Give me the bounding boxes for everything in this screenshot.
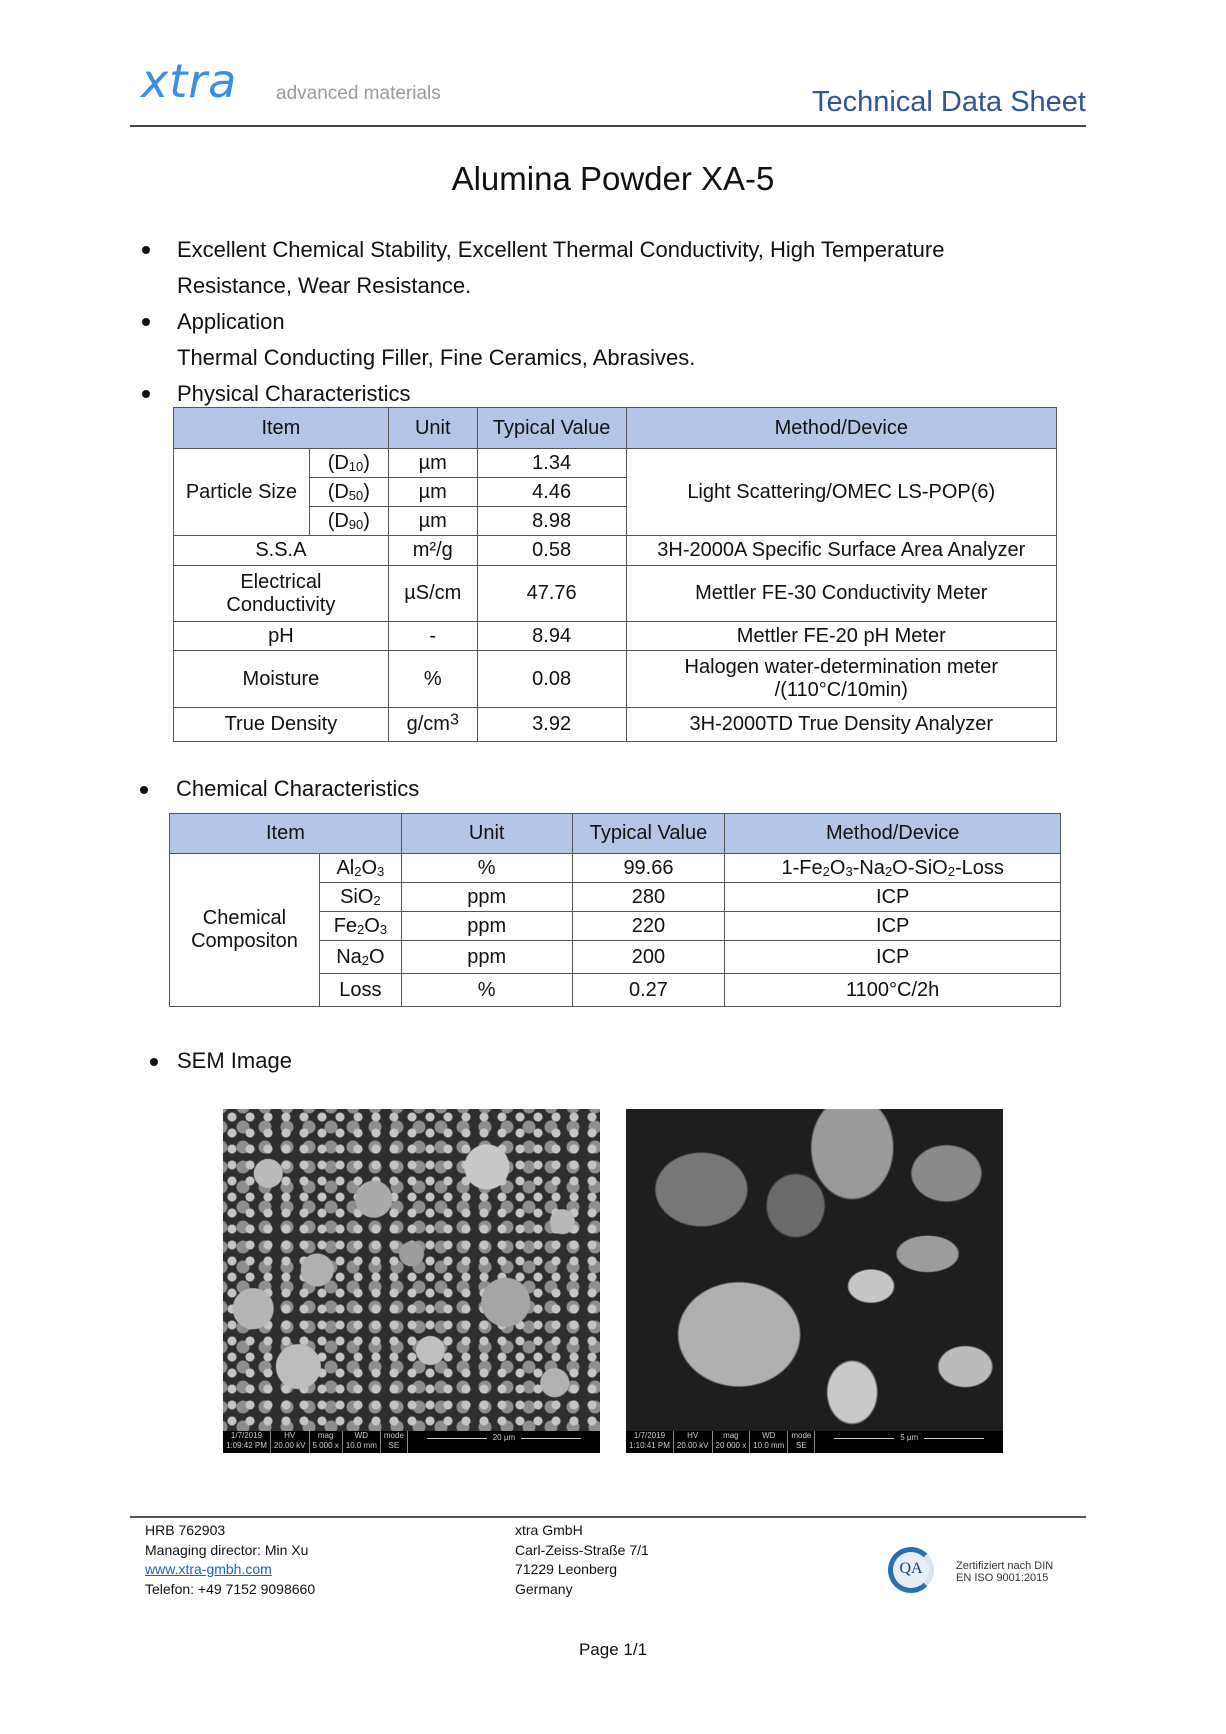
- d10-unit: µm: [388, 449, 477, 478]
- bullet-icon: [142, 318, 150, 326]
- document-type-heading: Technical Data Sheet: [811, 86, 1086, 118]
- al2o3-value: 99.66: [572, 854, 725, 883]
- loss-value: 0.27: [572, 974, 725, 1007]
- conductivity-label: Electrical Conductivity: [174, 566, 389, 622]
- al2o3-unit: %: [401, 854, 572, 883]
- header-method: Method/Device: [626, 408, 1056, 449]
- d50-unit: µm: [388, 478, 477, 507]
- loss-label: Loss: [319, 974, 401, 1007]
- al2o3-label: $Al_2O_3$: [319, 854, 401, 883]
- d90-unit: µm: [388, 507, 477, 536]
- sio2-value: 280: [572, 883, 725, 912]
- sem-info-bar: 1/7/2019 1:10:41 PM HV 20.00 kV mag 20 000 x WD 10.0 mm mode SE 5 µm: [626, 1431, 1003, 1453]
- table-row: [174, 449, 1057, 478]
- bullet-icon: [150, 1058, 158, 1066]
- density-method: 3H-2000TD True Density Analyzer: [626, 708, 1056, 742]
- xtra-logo: xtra: [141, 54, 238, 108]
- table-row: [170, 854, 1061, 883]
- particle-size-method: Light Scattering/OMEC LS-POP(6): [626, 449, 1056, 536]
- sem-section-label: SEM Image: [177, 1048, 292, 1073]
- conductivity-value: 47.76: [477, 566, 626, 622]
- header-item: Item: [174, 408, 389, 449]
- sio2-label: SiO$_2$: [319, 883, 401, 912]
- bullet-text: Resistance, Wear Resistance.: [177, 273, 472, 298]
- loss-method: 1100°C/2h: [725, 974, 1061, 1007]
- al2o3-method: $1-Fe_2O_3-Na_2O-SiO_2$-Loss: [725, 854, 1061, 883]
- header-method: Method/Device: [725, 814, 1061, 854]
- particle-size-label: Particle Size: [174, 449, 310, 536]
- sem-texture: [223, 1109, 600, 1431]
- registration-number: HRB 762903: [145, 1522, 226, 1538]
- chemical-section-label: Chemical Characteristics: [176, 776, 420, 801]
- footer-company-info: [145, 1521, 315, 1599]
- country: Germany: [515, 1580, 573, 1597]
- d10-label: $(D_{10})$: [309, 449, 388, 478]
- scale-bar: 5 µm: [815, 1431, 1003, 1453]
- table-row: [174, 651, 1057, 708]
- table-row: [174, 708, 1057, 742]
- website-link[interactable]: www.xtra-gmbh.com: [145, 1561, 272, 1577]
- table-row: [174, 566, 1057, 622]
- fe2o3-value: 220: [572, 912, 725, 941]
- chemical-composition-label: Chemical Compositon: [170, 854, 320, 1007]
- sio2-unit: ppm: [401, 883, 572, 912]
- moisture-method: Halogen water-determination meter /(110°C/10min): [626, 651, 1056, 708]
- bullet-icon: [142, 390, 150, 398]
- ssa-value: 0.58: [477, 536, 626, 566]
- ssa-label: S.S.A: [174, 536, 389, 566]
- table-header-row: [170, 814, 1061, 854]
- page-number: Page 1/1: [578, 1640, 648, 1659]
- na2o-unit: ppm: [401, 941, 572, 974]
- page-title: Alumina Powder XA-5: [451, 160, 775, 197]
- conductivity-unit: µS/cm: [388, 566, 477, 622]
- fe2o3-label: $Fe_2O_3$: [319, 912, 401, 941]
- density-value: 3.92: [477, 708, 626, 742]
- company-name: xtra GmbH: [515, 1522, 583, 1538]
- fe2o3-method: ICP: [725, 912, 1061, 941]
- moisture-value: 0.08: [477, 651, 626, 708]
- sem-image-20000x: [626, 1109, 1003, 1453]
- table-row: [174, 536, 1057, 566]
- header-rule: [130, 125, 1086, 127]
- logo-tagline: advanced materials: [276, 83, 441, 104]
- table-header-row: [174, 408, 1057, 449]
- bullet-text: Physical Characteristics: [177, 381, 411, 406]
- density-label: True Density: [174, 708, 389, 742]
- d90-value: 8.98: [477, 507, 626, 536]
- phone-number: Telefon: +49 7152 9098660: [145, 1580, 316, 1597]
- chemical-characteristics-table: [169, 813, 1061, 1007]
- na2o-method: ICP: [725, 941, 1061, 974]
- loss-unit: %: [401, 974, 572, 1007]
- sem-info-bar: 1/7/2019 1:09:42 PM HV 20.00 kV mag 5 000 x WD 10.0 mm mode SE 20 µm: [223, 1431, 600, 1453]
- na2o-value: 200: [572, 941, 725, 974]
- header-unit: Unit: [388, 408, 477, 449]
- density-unit: $g/cm^3$: [388, 708, 477, 742]
- sem-image-5000x: [223, 1109, 600, 1453]
- qa-certification-icon: QA: [888, 1547, 934, 1593]
- bullet-icon: [142, 246, 150, 254]
- header-unit: Unit: [401, 814, 572, 854]
- footer-address: [515, 1521, 649, 1599]
- physical-characteristics-table: [173, 407, 1057, 742]
- table-row: [174, 622, 1057, 651]
- bullet-text: Excellent Chemical Stability, Excellent Thermal Conductivity, High Temperature: [177, 237, 945, 262]
- managing-director: Managing director: Min Xu: [145, 1541, 309, 1558]
- footer-rule: [130, 1516, 1086, 1518]
- bullet-text: Thermal Conducting Filler, Fine Ceramics, Abrasives.: [177, 345, 696, 370]
- d90-label: $(D_{90})$: [309, 507, 388, 536]
- moisture-unit: %: [388, 651, 477, 708]
- scale-bar: 20 µm: [408, 1431, 600, 1453]
- city: 71229 Leonberg: [515, 1561, 617, 1577]
- fe2o3-unit: ppm: [401, 912, 572, 941]
- bullet-text: Application: [177, 309, 285, 334]
- ssa-method: 3H-2000A Specific Surface Area Analyzer: [626, 536, 1056, 566]
- moisture-label: Moisture: [174, 651, 389, 708]
- header-typical-value: Typical Value: [477, 408, 626, 449]
- street: Carl-Zeiss-Straße 7/1: [515, 1541, 649, 1558]
- header-item: Item: [170, 814, 402, 854]
- ph-method: Mettler FE-20 pH Meter: [626, 622, 1056, 651]
- header-typical-value: Typical Value: [572, 814, 725, 854]
- ssa-unit: m²/g: [388, 536, 477, 566]
- d50-label: $(D_{50})$: [309, 478, 388, 507]
- ph-label: pH: [174, 622, 389, 651]
- na2o-label: $Na_2O$: [319, 941, 401, 974]
- ph-value: 8.94: [477, 622, 626, 651]
- iso-certification-text: Zertifiziert nach DIN EN ISO 9001:2015: [956, 1560, 1054, 1584]
- d10-value: 1.34: [477, 449, 626, 478]
- ph-unit: -: [388, 622, 477, 651]
- sio2-method: ICP: [725, 883, 1061, 912]
- d50-value: 4.46: [477, 478, 626, 507]
- bullet-icon: [140, 786, 148, 794]
- conductivity-method: Mettler FE-30 Conductivity Meter: [626, 566, 1056, 622]
- sem-texture: [626, 1109, 1003, 1431]
